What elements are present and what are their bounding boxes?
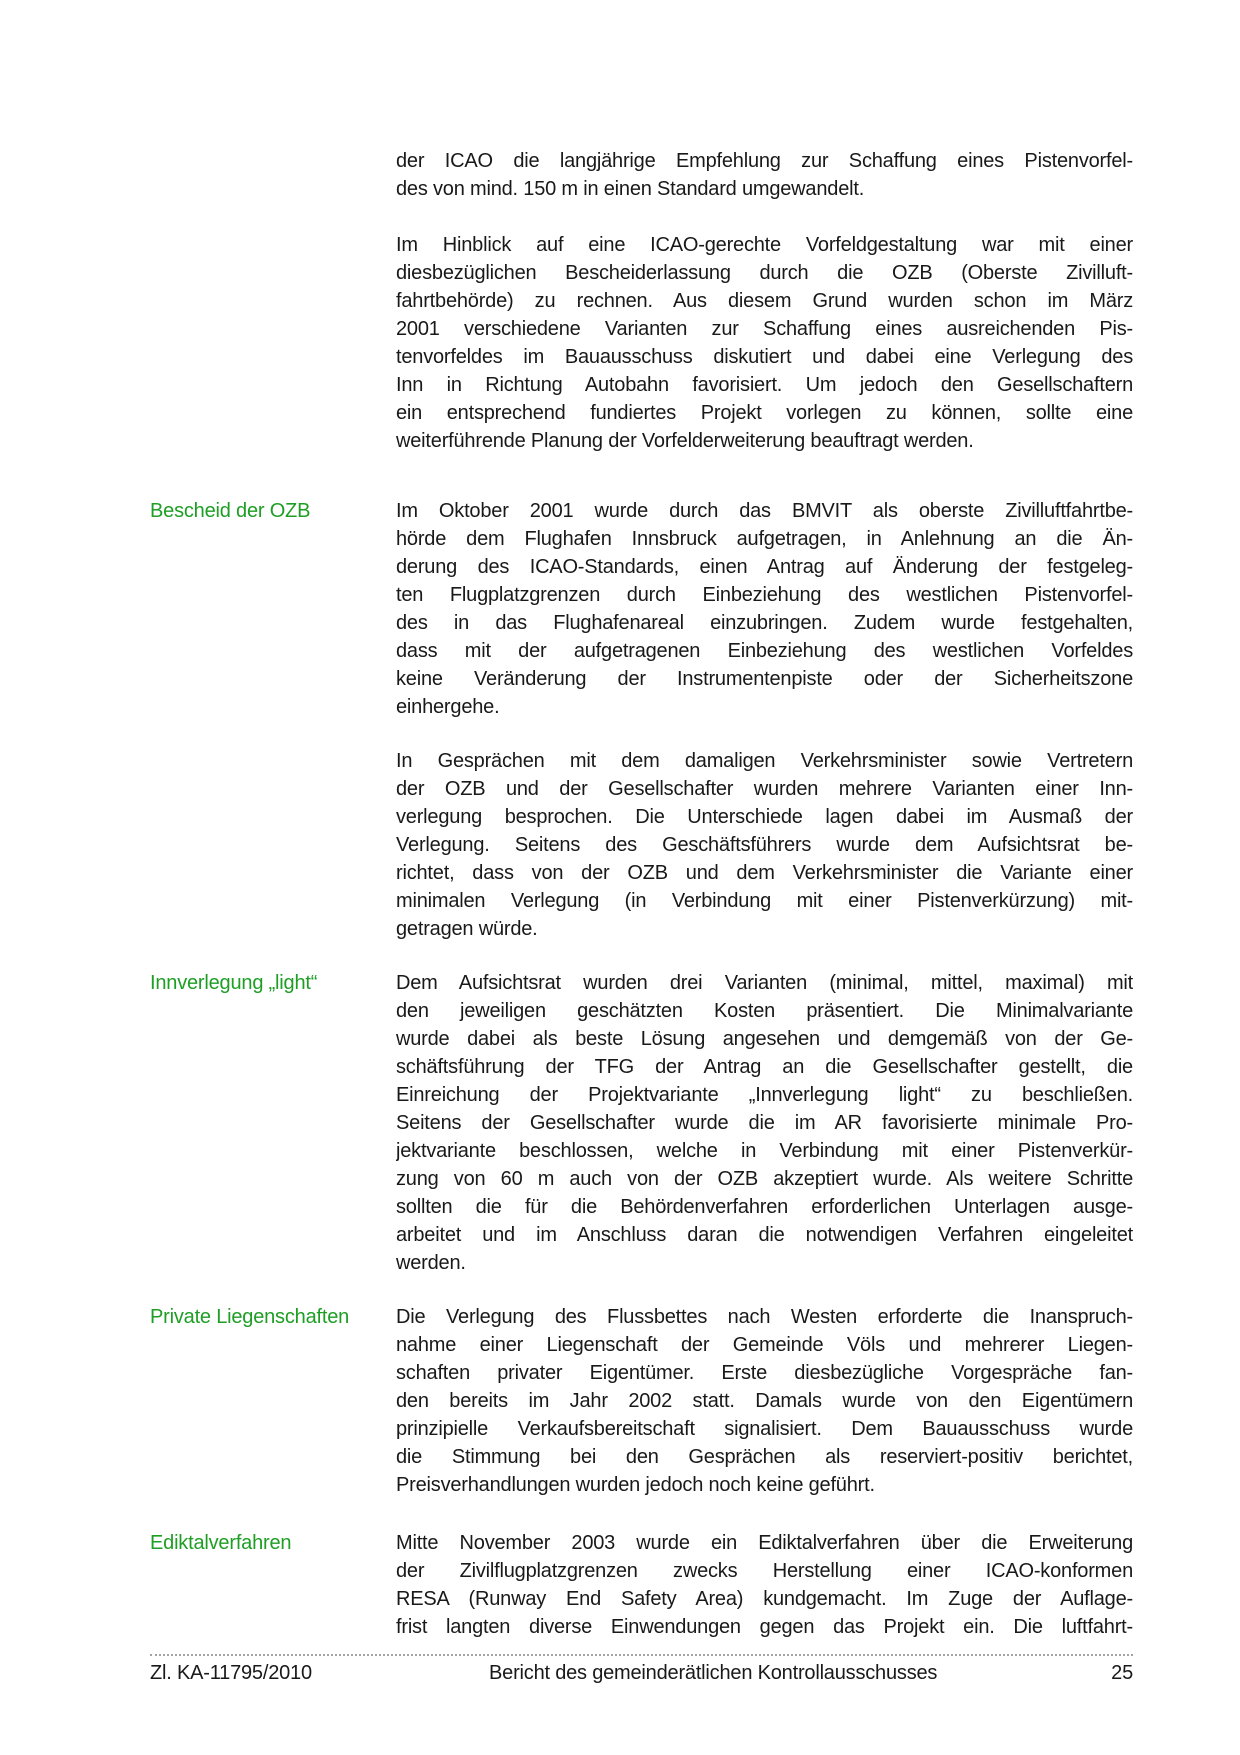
paragraph-line: Mitte November 2003 wurde ein Ediktalverfahren über die Erweiterung bbox=[396, 1532, 1133, 1554]
margin-label bbox=[150, 231, 396, 455]
paragraph-line: hörde dem Flughafen Innsbruck aufgetragen, in Anlehnung an die Än- bbox=[396, 528, 1133, 550]
paragraph-line: schaften privater Eigentümer. Erste diesbezügliche Vorgespräche fan- bbox=[396, 1362, 1133, 1384]
paragraph bbox=[396, 747, 1133, 943]
paragraph-line: des in das Flughafenareal einzubringen. Zudem wurde festgehalten, bbox=[396, 612, 1133, 634]
paragraph-line: werden. bbox=[396, 1252, 466, 1274]
margin-label: Ediktalverfahren bbox=[150, 1532, 292, 1554]
paragraph-line: Inn in Richtung Autobahn favorisiert. Um jedoch den Gesellschaftern bbox=[396, 374, 1133, 396]
paragraph-line: Im Hinblick auf eine ICAO-gerechte Vorfeldgestaltung war mit einer bbox=[396, 234, 1133, 256]
footer-row bbox=[150, 1656, 1133, 1685]
paragraph-line: Im Oktober 2001 wurde durch das BMVIT als oberste Zivilluftfahrtbe- bbox=[396, 500, 1133, 522]
paragraph-line: weiterführende Planung der Vorfelderweiterung beauftragt werden. bbox=[396, 430, 974, 452]
paragraph-line: arbeitet und im Anschluss daran die notwendigen Verfahren eingeleitet bbox=[396, 1224, 1133, 1246]
paragraph-line: schäftsführung der TFG der Antrag an die Gesellschafter gestellt, die bbox=[396, 1056, 1133, 1078]
paragraph bbox=[396, 497, 1133, 721]
paragraph-line: Einreichung der Projektvariante „Innverlegung light“ zu beschließen. bbox=[396, 1084, 1133, 1106]
paragraph-line: ein entsprechend fundiertes Projekt vorlegen zu können, sollte eine bbox=[396, 402, 1133, 424]
paragraph bbox=[396, 147, 1133, 203]
paragraph-line: tenvorfeldes im Bauausschuss diskutiert und dabei eine Verlegung des bbox=[396, 346, 1133, 368]
paragraph-line: In Gesprächen mit dem damaligen Verkehrsminister sowie Vertretern bbox=[396, 750, 1133, 772]
paragraph-line: einhergehe. bbox=[396, 696, 500, 718]
paragraph bbox=[396, 1303, 1133, 1499]
paragraph-line: den bereits im Jahr 2002 statt. Damals wurde von den Eigentümern bbox=[396, 1390, 1133, 1412]
paragraph-line: getragen würde. bbox=[396, 918, 538, 940]
paragraph-line: prinzipielle Verkaufsbereitschaft signalisiert. Dem Bauausschuss wurde bbox=[396, 1418, 1133, 1440]
page-footer bbox=[150, 1654, 1133, 1685]
margin-label bbox=[150, 747, 396, 943]
paragraph-line: fahrtbehörde) zu rechnen. Aus diesem Grund wurden schon im März bbox=[396, 290, 1133, 312]
paragraph bbox=[396, 969, 1133, 1277]
page-body bbox=[150, 147, 1133, 1641]
paragraph-line: ten Flugplatzgrenzen durch Einbeziehung des westlichen Pistenvorfel- bbox=[396, 584, 1133, 606]
paragraph-line: Die Verlegung des Flussbettes nach Westen erforderte die Inanspruch- bbox=[396, 1306, 1133, 1328]
paragraph-line: minimalen Verlegung (in Verbindung mit einer Pistenverkürzung) mit- bbox=[396, 890, 1133, 912]
paragraph-line: der ICAO die langjährige Empfehlung zur Schaffung eines Pistenvorfel- bbox=[396, 150, 1133, 172]
paragraph-line: diesbezüglichen Bescheiderlassung durch die OZB (Oberste Zivilluft- bbox=[396, 262, 1133, 284]
paragraph-line: die Stimmung bei den Gesprächen als reserviert-positiv berichtet, bbox=[396, 1446, 1133, 1468]
footer-report-title: Bericht des gemeinderätlichen Kontrollausschusses bbox=[489, 1662, 938, 1684]
margin-label: Private Liegenschaften bbox=[150, 1306, 350, 1328]
document-section bbox=[150, 969, 1133, 1277]
paragraph-line: dass mit der aufgetragenen Einbeziehung des westlichen Vorfeldes bbox=[396, 640, 1133, 662]
paragraph bbox=[396, 231, 1133, 455]
paragraph-line: 2001 verschiedene Varianten zur Schaffung eines ausreichenden Pis- bbox=[396, 318, 1133, 340]
paragraph-line: der OZB und der Gesellschafter wurden mehrere Varianten einer Inn- bbox=[396, 778, 1133, 800]
paragraph-line: verlegung besprochen. Die Unterschiede lagen dabei im Ausmaß der bbox=[396, 806, 1133, 828]
paragraph-line: sollten die für die Behördenverfahren erforderlichen Unterlagen ausge- bbox=[396, 1196, 1133, 1218]
paragraph-line: frist langten diverse Einwendungen gegen das Projekt ein. Die luftfahrt- bbox=[396, 1616, 1133, 1638]
paragraph-line: zung von 60 m auch von der OZB akzeptiert wurde. Als weitere Schritte bbox=[396, 1168, 1133, 1190]
paragraph bbox=[396, 1529, 1133, 1641]
paragraph-line: nahme einer Liegenschaft der Gemeinde Völs und mehrerer Liegen- bbox=[396, 1334, 1133, 1356]
paragraph-line: des von mind. 150 m in einen Standard umgewandelt. bbox=[396, 178, 865, 200]
footer-page-number: 25 bbox=[1111, 1662, 1133, 1684]
document-section bbox=[150, 231, 1133, 455]
paragraph-line: jektvariante beschlossen, welche in Verbindung mit einer Pistenverkür- bbox=[396, 1140, 1133, 1162]
paragraph-line: den jeweiligen geschätzten Kosten präsentiert. Die Minimalvariante bbox=[396, 1000, 1133, 1022]
paragraph-line: RESA (Runway End Safety Area) kundgemacht. Im Zuge der Auflage- bbox=[396, 1588, 1133, 1610]
document-section bbox=[150, 1303, 1133, 1499]
footer-reference-number: Zl. KA-11795/2010 bbox=[150, 1662, 312, 1684]
paragraph-line: der Zivilflugplatzgrenzen zwecks Herstellung einer ICAO-konformen bbox=[396, 1560, 1133, 1582]
margin-label: Bescheid der OZB bbox=[150, 500, 311, 522]
paragraph-line: Dem Aufsichtsrat wurden drei Varianten (minimal, mittel, maximal) mit bbox=[396, 972, 1133, 994]
document-section bbox=[150, 1529, 1133, 1641]
document-section bbox=[150, 497, 1133, 721]
paragraph-line: derung des ICAO-Standards, einen Antrag auf Änderung der festgeleg- bbox=[396, 556, 1133, 578]
document-section bbox=[150, 147, 1133, 203]
paragraph-line: Seitens der Gesellschafter wurde die im AR favorisierte minimale Pro- bbox=[396, 1112, 1133, 1134]
margin-label bbox=[150, 147, 396, 203]
paragraph-line: Preisverhandlungen wurden jedoch noch keine geführt. bbox=[396, 1474, 875, 1496]
margin-label: Innverlegung „light“ bbox=[150, 972, 318, 994]
document-section bbox=[150, 747, 1133, 943]
paragraph-line: keine Veränderung der Instrumentenpiste oder der Sicherheitszone bbox=[396, 668, 1133, 690]
paragraph-line: richtet, dass von der OZB und dem Verkehrsminister die Variante einer bbox=[396, 862, 1133, 884]
paragraph-line: wurde dabei als beste Lösung angesehen und demgemäß von der Ge- bbox=[396, 1028, 1133, 1050]
paragraph-line: Verlegung. Seitens des Geschäftsführers wurde dem Aufsichtsrat be- bbox=[396, 834, 1133, 856]
